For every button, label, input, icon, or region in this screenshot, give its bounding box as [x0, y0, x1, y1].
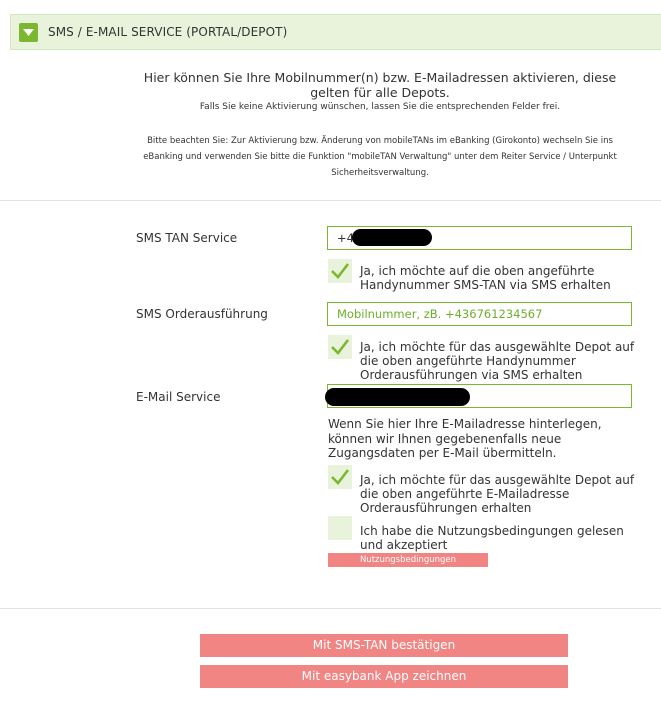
email-label: E-Mail Service: [136, 390, 221, 404]
checkmark-icon: [330, 467, 350, 487]
redaction: [325, 388, 470, 406]
sms-order-consent: Ja, ich möchte für das ausgewählte Depot auf die oben angeführte Handynummer Orderausführungen via SMS erhalten: [360, 340, 635, 382]
terms-checkbox[interactable]: [328, 516, 352, 540]
checkmark-icon: [330, 261, 350, 281]
terms-consent: Ich habe die Nutzungsbedingungen gelesen und akzeptiert: [360, 524, 624, 552]
email-info: Wenn Sie hier Ihre E-Mailadresse hinterlegen, können wir Ihnen gegebenenfalls neue Zugangsdaten per E-Mail übermitteln.: [328, 417, 602, 460]
chevron-down-icon[interactable]: [19, 23, 38, 42]
email-checkbox[interactable]: [328, 465, 352, 489]
sms-tan-checkbox[interactable]: [328, 259, 352, 283]
terms-link-button[interactable]: Nutzungsbedingungen: [328, 553, 488, 567]
sms-order-input[interactable]: [327, 302, 632, 326]
intro-note: Bitte beachten Sie: Zur Aktivierung bzw. Änderung von mobileTANs im eBanking (Girokonto) wechseln Sie ins eBanking und verwenden Sie bitte die Funktion "mobileTAN Verwaltung" unter dem Reiter Service / Unterpunkt Sicherheitsverwaltung.: [143, 136, 617, 178]
email-consent: Ja, ich möchte für das ausgewählte Depot auf die oben angeführte E-Mailadresse Orderausführungen erhalten: [360, 473, 635, 515]
divider: [0, 608, 661, 609]
confirm-sms-tan-button[interactable]: Mit SMS-TAN bestätigen: [200, 634, 568, 657]
sms-order-label: SMS Orderausführung: [136, 307, 268, 321]
sms-order-checkbox[interactable]: [328, 335, 352, 359]
intro-subtext: Falls Sie keine Aktivierung wünschen, lassen Sie die entsprechenden Felder frei.: [199, 102, 561, 112]
divider: [0, 200, 661, 201]
sign-with-app-button[interactable]: Mit easybank App zeichnen: [200, 665, 568, 688]
checkmark-icon: [330, 337, 350, 357]
sms-tan-label: SMS TAN Service: [136, 231, 238, 245]
intro-text: Hier können Sie Ihre Mobilnummer(n) bzw. E-Mailadressen aktivieren, diese gelten für alle Depots.: [143, 70, 617, 100]
redaction: [352, 229, 432, 246]
sms-tan-consent: Ja, ich möchte auf die oben angeführte Handynummer SMS-TAN via SMS erhalten: [360, 264, 611, 292]
section-header[interactable]: [10, 14, 661, 50]
section-title: SMS / E-MAIL SERVICE (PORTAL/DEPOT): [48, 25, 288, 39]
